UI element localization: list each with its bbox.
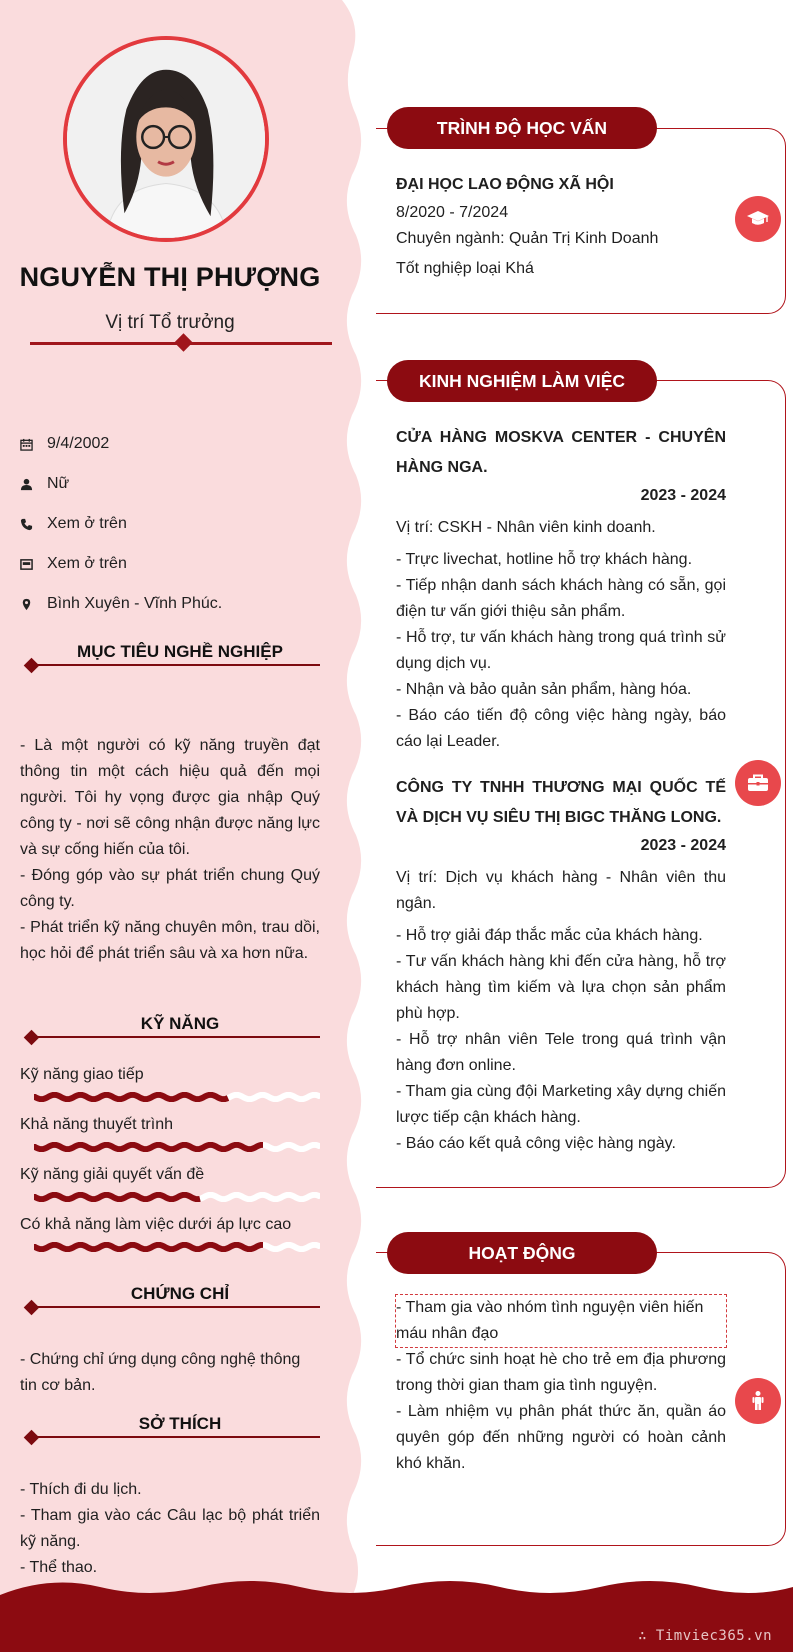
job-duty: - Tiếp nhận danh sách khách hàng có sẵn, gọi điện tư vấn giới thiệu sản phẩm. [396, 577, 726, 620]
job-duty: - Hỗ trợ, tư vấn khách hàng trong quá trình sử dụng dịch vụ. [396, 629, 726, 672]
section-diamond [24, 1300, 40, 1316]
email-value: Xem ở trên [47, 555, 127, 572]
person-icon [735, 1378, 781, 1424]
certificates-text [20, 1347, 320, 1399]
job-entry [396, 773, 726, 1157]
graduation-cap-icon [735, 196, 781, 242]
skill-bar-fill [34, 1145, 263, 1149]
certificates-title: CHỨNG CHỈ [130, 1284, 230, 1303]
job-duty: - Nhận và bảo quản sản phẩm, hàng hóa. [396, 681, 692, 698]
contact-item-phone [20, 504, 320, 544]
job-period: 2023 - 2024 [640, 837, 726, 854]
skill-bar [34, 1242, 320, 1252]
job-duty: - Hỗ trợ nhân viên Tele trong quá trình vận hàng đơn online. [396, 1031, 726, 1074]
job-company: CÔNG TY TNHH THƯƠNG MẠI QUỐC TẾ VÀ DỊCH VỤ SIÊU THỊ BIGC THĂNG LONG. [396, 779, 726, 826]
career-goal-line: - Đóng góp vào sự phát triển chung Quý công ty. [20, 867, 320, 910]
career-goal-header [20, 640, 320, 674]
skill-name: Có khả năng làm việc dưới áp lực cao [20, 1216, 292, 1233]
activities-content [396, 1295, 726, 1477]
activity-item: - Tổ chức sinh hoạt hè cho trẻ em địa phương trong thời gian tham gia tình nguyện. [396, 1351, 726, 1394]
job-duty: - Tư vấn khách hàng khi đến cửa hàng, hỗ trợ khách hàng tìm kiếm và lựa chọn sản phẩm phù hợp. [396, 953, 726, 1022]
section-diamond [24, 658, 40, 674]
briefcase-icon [735, 760, 781, 806]
career-goal-line: - Phát triển kỹ năng chuyên môn, trau dồi, học hỏi để phát triển sâu và xa hơn nữa. [20, 919, 320, 962]
skill-bar-fill [34, 1195, 200, 1199]
skill-bar [34, 1092, 320, 1102]
skill-name: Kỹ năng giải quyết vấn đề [20, 1166, 205, 1183]
hobbies-header [20, 1412, 320, 1446]
experience-title: KINH NGHIỆM LÀM VIỆC [387, 360, 657, 402]
address-value: Bình Xuyên - Vĩnh Phúc. [47, 595, 223, 612]
career-goal-line: - Là một người có kỹ năng truyền đạt thông tin một cách hiệu quả đến mọi người. Tôi hy vọng được gia nhập Quý công ty - nơi sẽ công nhận được năng lực và sự cống hiến của tôi. [20, 737, 320, 858]
job-duty: - Tham gia cùng đội Marketing xây dựng chiến lược tiếp cận khách hàng. [396, 1083, 726, 1126]
skill-item [20, 1112, 320, 1162]
job-position: Vị trí: Dịch vụ khách hàng - Nhân viên thu ngân. [396, 869, 726, 912]
hobbies-title: SỞ THÍCH [138, 1414, 222, 1433]
skill-name: Khả năng thuyết trình [20, 1116, 173, 1133]
experience-content [396, 423, 726, 1157]
user-icon [20, 478, 47, 491]
job-entry [396, 423, 726, 755]
section-diamond [24, 1430, 40, 1446]
school-name: ĐẠI HỌC LAO ĐỘNG XÃ HỘI [396, 176, 614, 193]
hobby-line: - Tham gia vào các Câu lạc bộ phát triển kỹ năng. [20, 1507, 320, 1550]
phone-value: Xem ở trên [47, 515, 127, 532]
contact-item-email [20, 544, 320, 584]
skill-bar [34, 1142, 320, 1152]
job-company: CỬA HÀNG MOSKVA CENTER - CHUYÊN HÀNG NGA. [396, 429, 726, 476]
skill-bar-fill [34, 1245, 263, 1249]
career-goal-title: MỤC TIÊU NGHỀ NGHIỆP [77, 642, 283, 661]
skill-item [20, 1062, 320, 1112]
job-duty: - Trực livechat, hotline hỗ trợ khách hàng. [396, 551, 693, 568]
certificates-header [20, 1282, 320, 1316]
education-grade: Tốt nghiệp loại Khá [396, 260, 534, 277]
skill-bar [34, 1192, 320, 1202]
contact-item-birthday [20, 424, 320, 464]
section-diamond [24, 1030, 40, 1046]
job-duty: - Báo cáo tiến độ công việc hàng ngày, báo cáo lại Leader. [396, 707, 726, 750]
location-pin-icon [20, 598, 47, 611]
candidate-name: NGUYỄN THỊ PHƯỢNG [19, 262, 321, 292]
job-duty: - Báo cáo kết quả công việc hàng ngày. [396, 1135, 676, 1152]
job-duty: - Hỗ trợ giải đáp thắc mắc của khách hàng. [396, 927, 703, 944]
contact-item-gender [20, 464, 320, 504]
job-period: 2023 - 2024 [640, 487, 726, 504]
activity-item: - Làm nhiệm vụ phân phát thức ăn, quần áo quyên góp đến những người có hoàn cảnh khó khăn. [396, 1403, 726, 1472]
desired-position: Vị trí Tổ trưởng [105, 312, 235, 333]
skills-header [20, 1012, 320, 1046]
education-period: 8/2020 - 7/2024 [396, 204, 509, 221]
skill-item [20, 1212, 320, 1262]
skills-title: KỸ NĂNG [140, 1014, 220, 1033]
career-goal-text [20, 733, 320, 967]
skills-list [20, 1062, 320, 1262]
watermark: ∴ Timviec365.vn [638, 1628, 772, 1644]
hobby-line: - Thích đi du lịch. [20, 1481, 142, 1498]
education-title: TRÌNH ĐỘ HỌC VẤN [387, 107, 657, 149]
email-icon [20, 558, 47, 571]
avatar [63, 36, 269, 242]
birthday-value: 9/4/2002 [47, 435, 110, 452]
activity-item[interactable]: - Tham gia vào nhóm tình nguyện viên hiến máu nhân đạo [396, 1295, 726, 1347]
hobby-line: - Thể thao. [20, 1559, 98, 1576]
calendar-icon [20, 438, 47, 451]
skill-item [20, 1162, 320, 1212]
activities-title: HOẠT ĐỘNG [387, 1232, 657, 1274]
job-position: Vị trí: CSKH - Nhân viên kinh doanh. [396, 519, 656, 536]
education-major: Chuyên ngành: Quản Trị Kinh Doanh [396, 230, 659, 247]
skill-bar-fill [34, 1095, 228, 1099]
contact-list [20, 424, 320, 624]
gender-value: Nữ [47, 475, 70, 492]
certificate-line: - Chứng chỉ ứng dụng công nghệ thông tin cơ bản. [20, 1351, 301, 1394]
skill-name: Kỹ năng giao tiếp [20, 1066, 144, 1083]
education-content [396, 170, 726, 282]
phone-icon [20, 518, 47, 531]
contact-item-address [20, 584, 320, 624]
hobbies-text [20, 1477, 320, 1581]
